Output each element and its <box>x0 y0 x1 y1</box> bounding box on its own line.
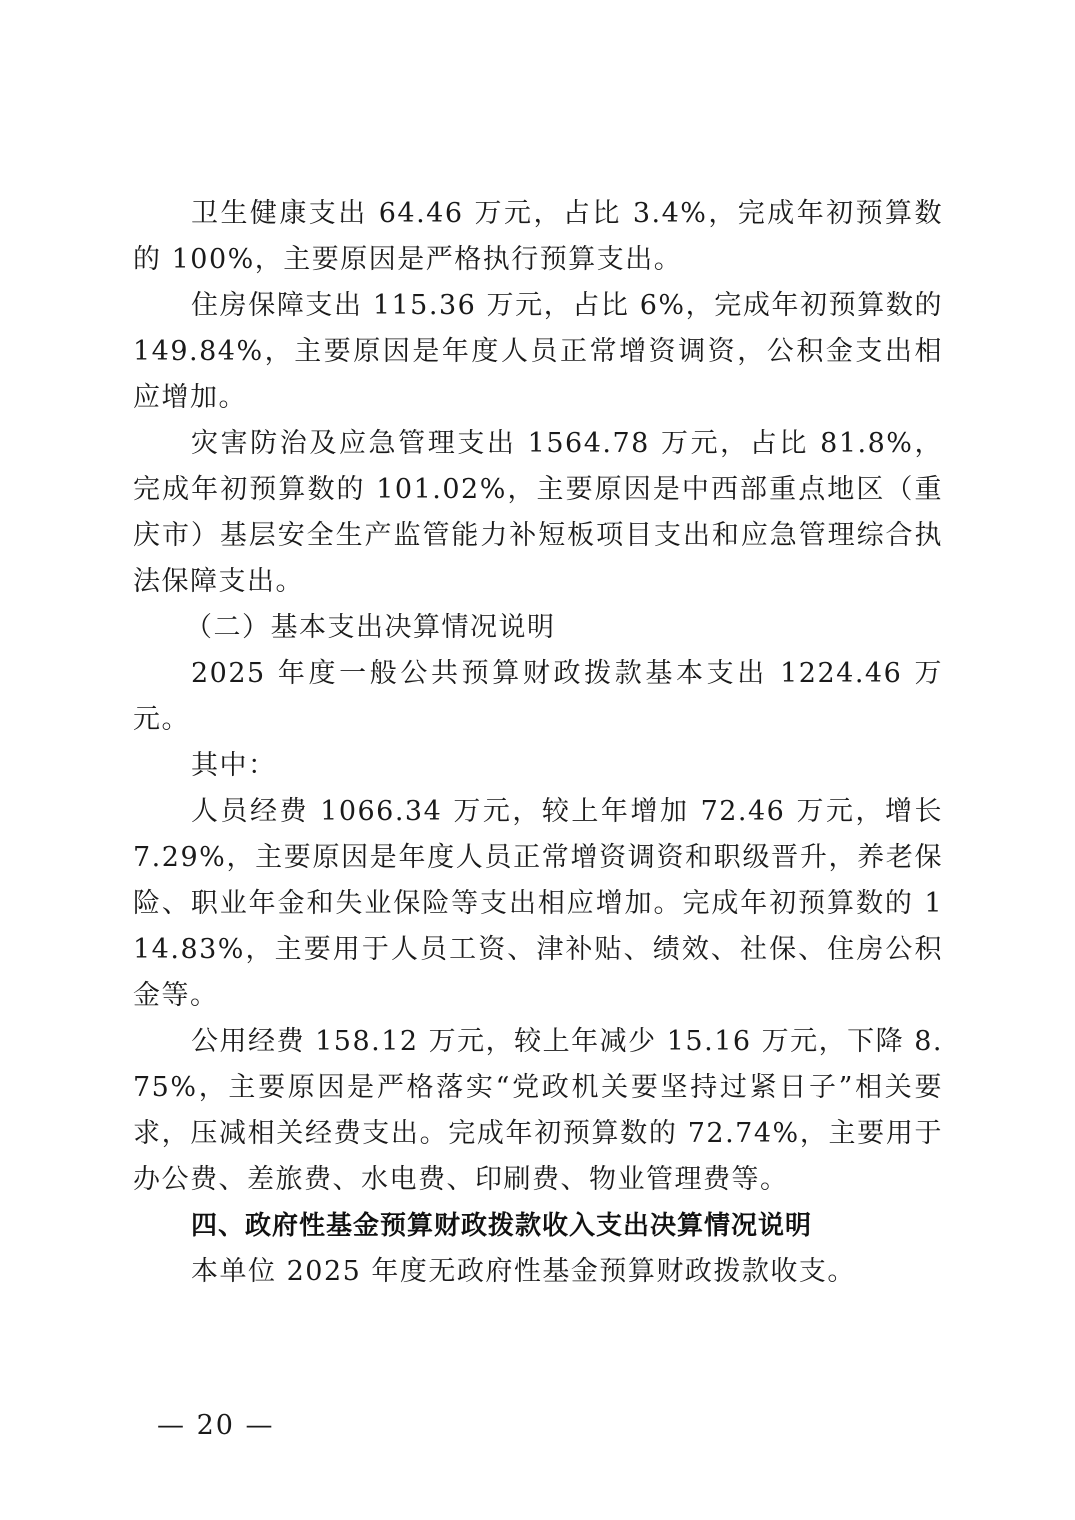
paragraph-personnel-expenses: 人员经费 1066.34 万元，较上年增加 72.46 万元，增长 7.29%，主要原因是年度人员正常增资调资和职级晋升，养老保险、职业年金和失业保险等支出相应增加。完成年初预算数的 114.83%，主要用于人员工资、津补贴、绩效、社保、住房公积金等。 <box>133 796 943 1011</box>
paragraph-fund-none: 本单位 2025 年度无政府性基金预算财政拨款收支。 <box>191 1256 856 1287</box>
paragraph-health-expenditure: 卫生健康支出 64.46 万元，占比 3.4%，完成年初预算数的 100%，主要原因是严格执行预算支出。 <box>133 198 943 275</box>
document-body <box>133 191 943 1295</box>
section-heading-government-fund: 四、政府性基金预算财政拨款收入支出决算情况说明 <box>191 1211 813 1241</box>
section-heading-basic-expenditure: （二）基本支出决算情况说明 <box>185 612 556 643</box>
page-number: — 20 — <box>157 1410 275 1441</box>
paragraph-among: 其中： <box>191 750 277 781</box>
paragraph-housing-expenditure: 住房保障支出 115.36 万元，占比 6%，完成年初预算数的 149.84%，主要原因是年度人员正常增资调资，公积金支出相应增加。 <box>133 290 943 413</box>
paragraph-basic-total: 2025 年度一般公共预算财政拨款基本支出 1224.46 万元。 <box>133 658 943 735</box>
paragraph-public-expenses: 公用经费 158.12 万元，较上年减少 15.16 万元，下降 8.75%，主要原因是严格落实“党政机关要坚持过紧日子”相关要求，压减相关经费支出。完成年初预算数的 72.74%，主要用于办公费、差旅费、水电费、印刷费、物业管理费等。 <box>133 1026 943 1195</box>
paragraph-disaster-expenditure: 灾害防治及应急管理支出 1564.78 万元，占比 81.8%，完成年初预算数的 101.02%，主要原因是中西部重点地区（重庆市）基层安全生产监管能力补短板项目支出和应急管理综合执法保障支出。 <box>133 428 943 597</box>
